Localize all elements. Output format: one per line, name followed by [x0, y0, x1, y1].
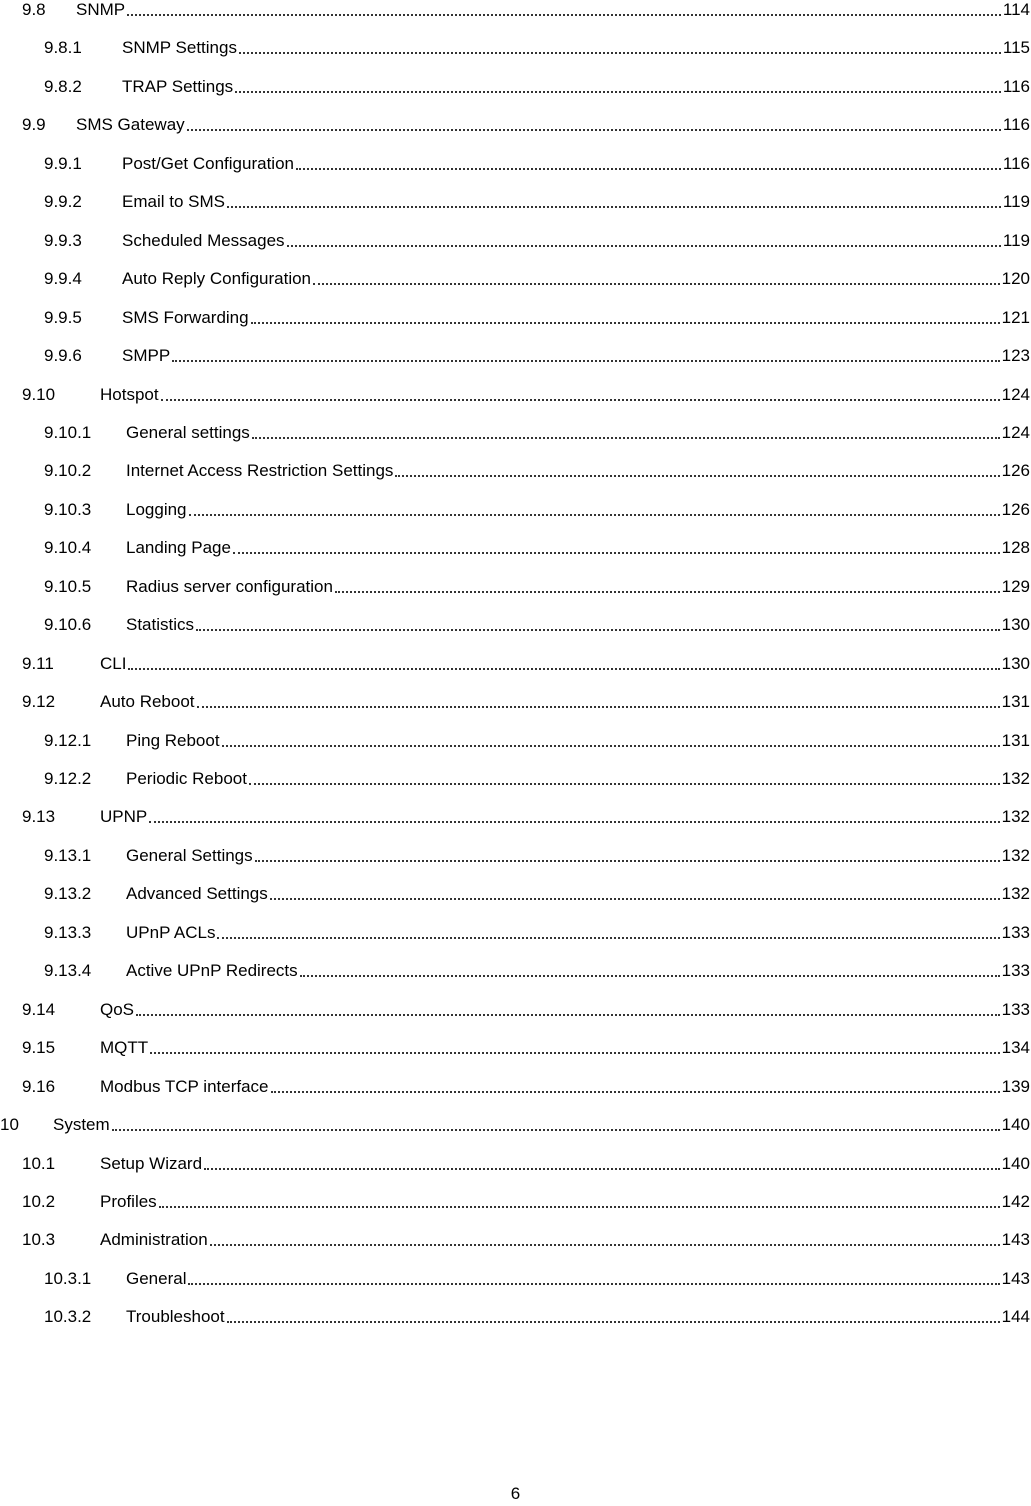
dot-leader — [227, 205, 1001, 208]
toc-entry-page: 133 — [1001, 923, 1030, 942]
dot-leader — [127, 13, 1001, 16]
toc-entry-title: Post/Get Configuration — [122, 154, 294, 173]
toc-entry-number: 9.10.3 — [44, 500, 92, 519]
toc-entry[interactable] — [22, 1028, 1030, 1058]
toc-entry-title: Statistics — [126, 615, 195, 634]
toc-entry-number: 9.15 — [22, 1038, 56, 1057]
toc-entry-title: UPnP ACLs — [126, 923, 216, 942]
toc-entry-number: 10.1 — [22, 1154, 56, 1173]
dot-leader — [271, 1090, 1000, 1093]
toc-entry-title: Radius server configuration — [126, 577, 333, 596]
toc-entry-number: 9.12.1 — [44, 731, 92, 750]
toc-entry-page: 123 — [1001, 346, 1030, 365]
toc-entry-page: 143 — [1001, 1269, 1030, 1288]
toc-entry[interactable] — [44, 605, 1030, 635]
toc-entry-page: 126 — [1001, 461, 1030, 480]
toc-entry[interactable] — [44, 759, 1030, 789]
toc-entry[interactable] — [44, 1259, 1030, 1289]
toc-entry[interactable] — [44, 490, 1030, 520]
dot-leader — [249, 782, 1000, 785]
toc-entry-title: MQTT — [100, 1038, 149, 1057]
dot-leader — [287, 244, 1001, 247]
toc-entry-page: 140 — [1001, 1115, 1030, 1134]
dot-leader — [235, 90, 1001, 93]
dot-leader — [172, 359, 999, 362]
toc-entry-title: Landing Page — [126, 538, 231, 557]
toc-entry-page: 119 — [1002, 231, 1030, 250]
toc-entry-title: Troubleshoot — [126, 1307, 225, 1326]
toc-entry-number: 10.3.1 — [44, 1269, 92, 1288]
toc-entry-page: 119 — [1002, 192, 1030, 211]
toc-entry[interactable] — [44, 298, 1030, 328]
toc-entry-page: 144 — [1001, 1307, 1030, 1326]
toc-entry-number: 9.11 — [22, 654, 54, 673]
toc-entry-number: 9.12 — [22, 692, 56, 711]
toc-entry-page: 140 — [1001, 1154, 1030, 1173]
dot-leader — [227, 1320, 1000, 1323]
toc-entry-page: 143 — [1001, 1230, 1030, 1249]
toc-entry[interactable] — [44, 528, 1030, 558]
toc-entry-page: 126 — [1001, 500, 1030, 519]
toc-entry[interactable] — [44, 28, 1030, 58]
dot-leader — [255, 859, 1000, 862]
toc-entry-page: 132 — [1001, 884, 1030, 903]
toc-entry-page: 120 — [1001, 269, 1030, 288]
dot-leader — [296, 167, 1001, 170]
toc-entry[interactable] — [44, 67, 1030, 97]
toc-entry-page: 132 — [1001, 807, 1030, 826]
toc-entry-title: QoS — [100, 1000, 135, 1019]
toc-entry-page: 128 — [1001, 538, 1030, 557]
toc-entry-number: 9.10.5 — [44, 577, 92, 596]
toc-entry[interactable] — [22, 105, 1030, 135]
dot-leader — [233, 551, 1000, 554]
dot-leader — [239, 51, 1001, 54]
toc-entry[interactable] — [0, 1105, 1030, 1135]
toc-entry-page: 130 — [1001, 654, 1030, 673]
dot-leader — [222, 744, 1000, 747]
toc-entry-page: 134 — [1001, 1038, 1030, 1057]
toc-entry-number: 9.10.4 — [44, 538, 92, 557]
dot-leader — [395, 474, 999, 477]
toc-entry[interactable] — [44, 413, 1030, 443]
toc-entry-number: 9.9.5 — [44, 308, 82, 327]
toc-entry[interactable] — [44, 451, 1030, 481]
toc-entry-title: Logging — [126, 500, 187, 519]
toc-entry[interactable] — [22, 990, 1030, 1020]
toc-entry-page: 114 — [1002, 0, 1030, 19]
toc-entry-number: 9.9.3 — [44, 231, 82, 250]
dot-leader — [150, 1051, 999, 1054]
toc-entry-title: SMPP — [122, 346, 171, 365]
toc-entry[interactable] — [44, 1297, 1030, 1327]
toc-entry-number: 10.3 — [22, 1230, 56, 1249]
toc-entry-title: Hotspot — [100, 385, 159, 404]
toc-entry[interactable] — [44, 182, 1030, 212]
toc-entry-page: 132 — [1001, 846, 1030, 865]
toc-entry[interactable] — [22, 1182, 1030, 1212]
toc-entry-page: 121 — [1001, 308, 1030, 327]
toc-entry-title: General Settings — [126, 846, 253, 865]
toc-entry[interactable] — [44, 144, 1030, 174]
toc-entry-page: 131 — [1001, 731, 1030, 750]
toc-entry-number: 9.9 — [22, 115, 46, 134]
toc-entry-page: 133 — [1001, 961, 1030, 980]
toc-entry-page: 133 — [1001, 1000, 1030, 1019]
toc-entry-title: General — [126, 1269, 187, 1288]
toc-entry-title: Ping Reboot — [126, 731, 220, 750]
dot-leader — [196, 628, 1000, 631]
toc-entry-title: UPNP — [100, 807, 148, 826]
toc-entry-page: 132 — [1001, 769, 1030, 788]
toc-entry-page: 139 — [1001, 1077, 1030, 1096]
dot-leader — [136, 1013, 1000, 1016]
toc-entry-page: 116 — [1002, 115, 1030, 134]
toc-entry[interactable] — [22, 1067, 1030, 1097]
toc-entry-title: Administration — [100, 1230, 208, 1249]
toc-entry-title: Profiles — [100, 1192, 157, 1211]
toc-entry-number: 9.13.2 — [44, 884, 92, 903]
toc-entry-title: Internet Access Restriction Settings — [126, 461, 394, 480]
toc-entry-title: Email to SMS — [122, 192, 225, 211]
toc-entry-number: 9.10.6 — [44, 615, 92, 634]
toc-entry-title: Auto Reply Configuration — [122, 269, 312, 288]
dot-leader — [188, 1282, 999, 1285]
toc-entry-number: 9.10.1 — [44, 423, 92, 442]
toc-entry-number: 9.8.1 — [44, 38, 82, 57]
toc-entry[interactable] — [44, 913, 1030, 943]
toc-entry-page: 124 — [1001, 423, 1030, 442]
dot-leader — [197, 705, 1000, 708]
toc-entry-page: 116 — [1002, 154, 1030, 173]
toc-entry[interactable] — [44, 336, 1030, 366]
dot-leader — [210, 1243, 1000, 1246]
page-number: 6 — [510, 1484, 521, 1503]
toc-entry-number: 9.10.2 — [44, 461, 92, 480]
toc-entry-title: Advanced Settings — [126, 884, 268, 903]
dot-leader — [204, 1167, 1000, 1170]
toc-entry[interactable] — [44, 721, 1030, 751]
toc-entry[interactable] — [44, 221, 1030, 251]
dot-leader — [112, 1128, 1000, 1131]
toc-entry-title: Periodic Reboot — [126, 769, 247, 788]
toc-entry-number: 9.14 — [22, 1000, 56, 1019]
dot-leader — [159, 1205, 1000, 1208]
toc-entry-title: CLI — [100, 654, 127, 673]
toc-entry[interactable] — [22, 797, 1030, 827]
toc-entry[interactable] — [44, 836, 1030, 866]
toc-entry-number: 9.9.6 — [44, 346, 82, 365]
toc-entry[interactable] — [44, 874, 1030, 904]
toc-entry-title: SMS Forwarding — [122, 308, 249, 327]
toc-entry-title: SMS Gateway — [76, 115, 185, 134]
dot-leader — [128, 667, 999, 670]
toc-entry-number: 10.3.2 — [44, 1307, 92, 1326]
toc-entry-title: Active UPnP Redirects — [126, 961, 298, 980]
toc-entry-title: TRAP Settings — [122, 77, 234, 96]
toc-entry[interactable] — [22, 1220, 1030, 1250]
toc-entry-page: 130 — [1001, 615, 1030, 634]
toc-entry-number: 9.16 — [22, 1077, 56, 1096]
toc-entry-title: Setup Wizard — [100, 1154, 203, 1173]
toc-entry-number: 9.13.3 — [44, 923, 92, 942]
toc-entry[interactable] — [22, 0, 1030, 20]
dot-leader — [270, 897, 1000, 900]
toc-entry-number: 9.13.1 — [44, 846, 92, 865]
toc-entry-number: 9.13.4 — [44, 961, 92, 980]
toc-entry-title: System — [53, 1115, 110, 1134]
dot-leader — [161, 398, 1000, 401]
toc-entry-number: 9.9.1 — [44, 154, 82, 173]
toc-entry-title: SNMP — [76, 0, 126, 19]
toc-entry[interactable] — [22, 1144, 1030, 1174]
toc-entry-title: Auto Reboot — [100, 692, 195, 711]
dot-leader — [189, 513, 1000, 516]
toc-entry-page: 129 — [1001, 577, 1030, 596]
dot-leader — [300, 974, 1000, 977]
dot-leader — [217, 936, 999, 939]
dot-leader — [335, 590, 1000, 593]
toc-entry-number: 9.8.2 — [44, 77, 82, 96]
dot-leader — [252, 436, 1000, 439]
toc-entry[interactable] — [44, 951, 1030, 981]
toc-entry-page: 124 — [1001, 385, 1030, 404]
toc-entry[interactable] — [44, 567, 1030, 597]
dot-leader — [251, 321, 1000, 324]
toc-entry-page: 116 — [1002, 77, 1030, 96]
toc-entry-number: 9.13 — [22, 807, 56, 826]
toc-entry-title: General settings — [126, 423, 250, 442]
dot-leader — [149, 820, 999, 823]
dot-leader — [313, 282, 1000, 285]
toc-entry-page: 115 — [1002, 38, 1030, 57]
toc-entry-number: 10 — [0, 1115, 19, 1134]
dot-leader — [187, 128, 1001, 131]
toc-entry-number: 9.9.2 — [44, 192, 82, 211]
toc-entry[interactable] — [22, 682, 1030, 712]
toc-entry-page: 142 — [1001, 1192, 1030, 1211]
toc-entry-number: 9.8 — [22, 0, 46, 19]
toc-entry[interactable] — [44, 259, 1030, 289]
toc-entry-number: 9.10 — [22, 385, 56, 404]
toc-entry-number: 10.2 — [22, 1192, 56, 1211]
toc-entry-title: Scheduled Messages — [122, 231, 285, 250]
toc-entry[interactable] — [22, 375, 1030, 405]
toc-entry-number: 9.9.4 — [44, 269, 82, 288]
toc-entry-title: Modbus TCP interface — [100, 1077, 269, 1096]
toc-entry-title: SNMP Settings — [122, 38, 237, 57]
toc-entry-page: 131 — [1001, 692, 1030, 711]
toc-entry[interactable] — [22, 644, 1030, 674]
toc-entry-number: 9.12.2 — [44, 769, 92, 788]
